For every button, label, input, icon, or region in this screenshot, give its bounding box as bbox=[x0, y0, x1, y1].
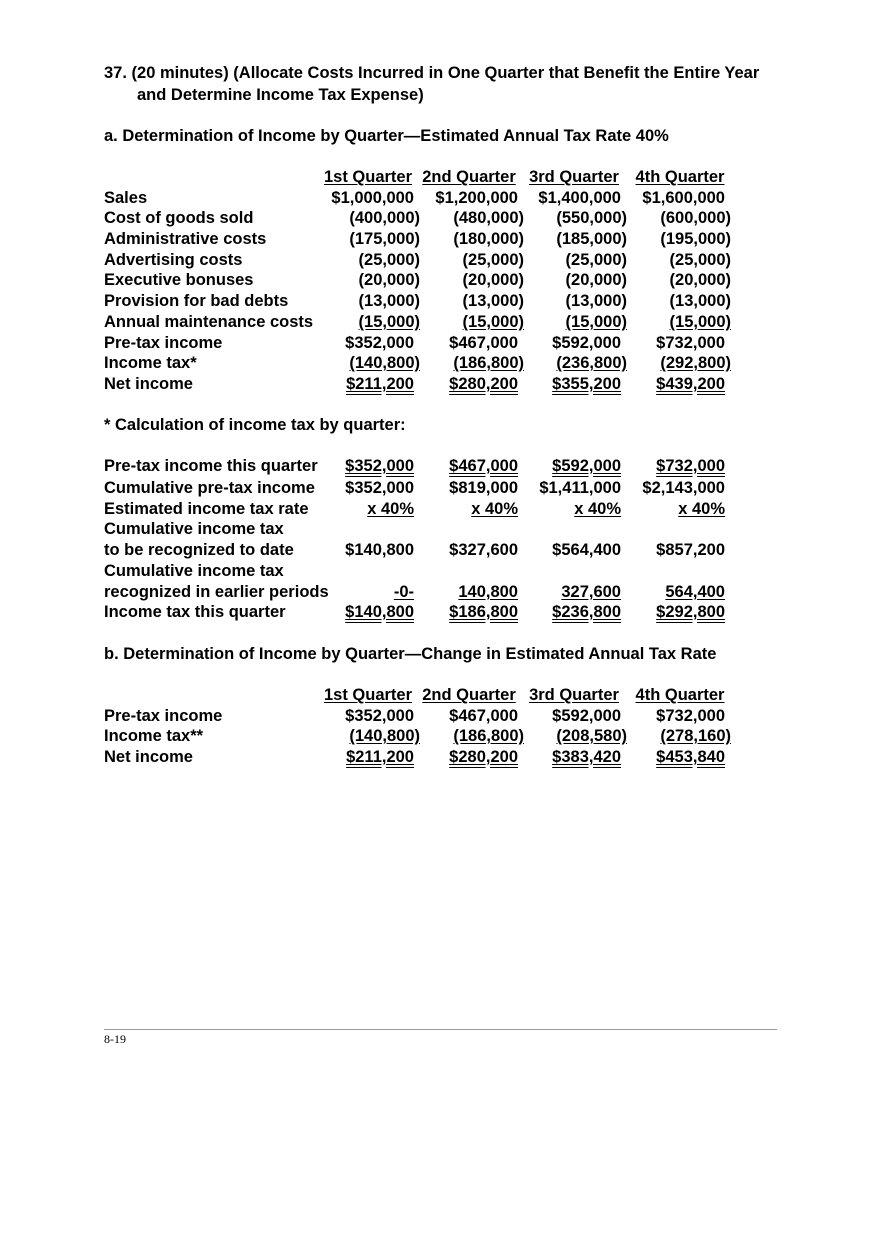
part-a-row bbox=[104, 229, 744, 250]
part-b-cell-q4: $732,000 bbox=[656, 707, 725, 725]
part-a-cell-q4: $1,600,000 bbox=[642, 189, 725, 207]
part-b-header-q4: 4th Quarter bbox=[635, 686, 725, 704]
part-b-cell-q1: $352,000 bbox=[345, 707, 414, 725]
part-b-title: b. Determination of Income by Quarter—Change in Estimated Annual Tax Rate bbox=[104, 645, 717, 663]
calc-cell-q2: $186,800 bbox=[449, 603, 518, 621]
part-b-cell-q1: $211,200 bbox=[346, 748, 414, 766]
part-a-row bbox=[104, 312, 744, 333]
part-a-row-label: Executive bonuses bbox=[104, 271, 254, 289]
calc-row bbox=[104, 456, 744, 477]
part-a-cell-q2: (25,000) bbox=[462, 251, 524, 269]
calc-cell-q1: $352,000 bbox=[345, 479, 414, 497]
part-a-cell-q1: (400,000) bbox=[349, 209, 420, 227]
part-a-cell-q4: (15,000) bbox=[669, 313, 731, 331]
part-a-cell-q3: (15,000) bbox=[565, 313, 627, 331]
calc-row-label: Cumulative pre-tax income bbox=[104, 479, 315, 497]
footer-rule bbox=[104, 1029, 777, 1030]
part-a-cell-q2: $280,200 bbox=[449, 375, 518, 393]
part-a-cell-q3: (236,800) bbox=[556, 354, 627, 372]
part-a-cell-q3: (185,000) bbox=[556, 230, 627, 248]
part-a-cell-q4: (13,000) bbox=[669, 292, 731, 310]
part-a-row-label: Net income bbox=[104, 375, 193, 393]
calc-row bbox=[104, 582, 744, 603]
part-a-cell-q3: (25,000) bbox=[565, 251, 627, 269]
part-a-cell-q1: (25,000) bbox=[358, 251, 420, 269]
part-a-row-label: Sales bbox=[104, 189, 148, 207]
calc-row-label: Pre-tax income this quarter bbox=[104, 457, 318, 475]
part-b-row bbox=[104, 706, 744, 727]
calc-cell-q3: x 40% bbox=[574, 500, 621, 518]
part-a-cell-q1: $352,000 bbox=[345, 334, 414, 352]
part-a-header-q3: 3rd Quarter bbox=[529, 168, 619, 186]
part-a-cell-q2: (15,000) bbox=[462, 313, 524, 331]
part-a-header-q1: 1st Quarter bbox=[323, 168, 413, 186]
calc-cell-q3: $564,400 bbox=[552, 541, 621, 559]
part-a-row bbox=[104, 270, 744, 291]
problem-title-line-1: 37. (20 minutes) (Allocate Costs Incurred in One Quarter that Benefit the Entire Year bbox=[104, 64, 760, 82]
calc-cell-q4: 564,400 bbox=[665, 583, 725, 601]
part-a-header-q2: 2nd Quarter bbox=[422, 168, 516, 186]
part-b-cell-q1: (140,800) bbox=[349, 727, 420, 745]
part-b-row-label: Income tax** bbox=[104, 727, 204, 745]
calc-cell-q2: $467,000 bbox=[449, 457, 518, 475]
part-b-cell-q2: (186,800) bbox=[453, 727, 524, 745]
part-a-cell-q2: (480,000) bbox=[453, 209, 524, 227]
part-b-cell-q2: $280,200 bbox=[449, 748, 518, 766]
part-a-row-label: Administrative costs bbox=[104, 230, 267, 248]
calc-cell-q2: x 40% bbox=[471, 500, 518, 518]
part-a-cell-q2: (180,000) bbox=[453, 230, 524, 248]
part-b-header-q3: 3rd Quarter bbox=[529, 686, 619, 704]
part-a-row-label: Pre-tax income bbox=[104, 334, 223, 352]
part-a-cell-q3: (20,000) bbox=[565, 271, 627, 289]
part-b-row bbox=[104, 747, 744, 768]
part-b-cell-q2: $467,000 bbox=[449, 707, 518, 725]
calc-cell-q3: 327,600 bbox=[561, 583, 621, 601]
part-a-row bbox=[104, 208, 744, 229]
calc-cell-q1: $140,800 bbox=[345, 541, 414, 559]
part-a-row bbox=[104, 353, 744, 374]
calc-row-label: recognized in earlier periods bbox=[104, 583, 329, 601]
calc-row bbox=[104, 499, 744, 520]
part-a-cell-q1: (13,000) bbox=[358, 292, 420, 310]
part-a-cell-q1: $1,000,000 bbox=[331, 189, 414, 207]
part-a-row-label: Income tax* bbox=[104, 354, 197, 372]
calc-cell-q1: -0- bbox=[393, 583, 414, 601]
part-a-cell-q3: $1,400,000 bbox=[538, 189, 621, 207]
calc-cell-q4: $2,143,000 bbox=[642, 479, 725, 497]
calc-cell-q1: $352,000 bbox=[345, 457, 414, 475]
calc-row-label: to be recognized to date bbox=[104, 541, 294, 559]
problem-title-line-2: and Determine Income Tax Expense) bbox=[137, 86, 424, 104]
part-a-row bbox=[104, 333, 744, 354]
calc-cell-q4: $732,000 bbox=[656, 457, 725, 475]
calc-cell-q4: $857,200 bbox=[656, 541, 725, 559]
part-a-header-q4: 4th Quarter bbox=[635, 168, 725, 186]
calc-cell-q2: $819,000 bbox=[449, 479, 518, 497]
part-a-cell-q3: $592,000 bbox=[552, 334, 621, 352]
calc-row bbox=[104, 519, 744, 540]
part-a-cell-q1: $211,200 bbox=[346, 375, 414, 393]
part-a-cell-q4: $732,000 bbox=[656, 334, 725, 352]
part-a-cell-q2: (20,000) bbox=[462, 271, 524, 289]
part-b-row bbox=[104, 726, 744, 747]
calc-cell-q3: $236,800 bbox=[552, 603, 621, 621]
part-a-cell-q3: (13,000) bbox=[565, 292, 627, 310]
part-a-row-label: Advertising costs bbox=[104, 251, 243, 269]
calc-cell-q3: $1,411,000 bbox=[539, 479, 621, 497]
part-a-cell-q2: (186,800) bbox=[453, 354, 524, 372]
calc-row-label: Estimated income tax rate bbox=[104, 500, 309, 518]
calc-row bbox=[104, 561, 744, 582]
part-a-row-label: Cost of goods sold bbox=[104, 209, 254, 227]
part-a-cell-q4: (20,000) bbox=[669, 271, 731, 289]
part-a-cell-q3: (550,000) bbox=[556, 209, 627, 227]
calc-cell-q2: $327,600 bbox=[449, 541, 518, 559]
calc-cell-q3: $592,000 bbox=[552, 457, 621, 475]
part-b-cell-q4: (278,160) bbox=[660, 727, 731, 745]
part-a-row bbox=[104, 374, 744, 395]
calc-row bbox=[104, 478, 744, 499]
part-b-row-label: Net income bbox=[104, 748, 193, 766]
part-a-cell-q2: $467,000 bbox=[449, 334, 518, 352]
part-a-title: a. Determination of Income by Quarter—Estimated Annual Tax Rate 40% bbox=[104, 127, 669, 145]
part-a-row bbox=[104, 291, 744, 312]
calc-cell-q1: x 40% bbox=[367, 500, 414, 518]
part-a-cell-q1: (20,000) bbox=[358, 271, 420, 289]
part-a-cell-q4: (25,000) bbox=[669, 251, 731, 269]
part-a-cell-q4: (195,000) bbox=[660, 230, 731, 248]
part-b-row-label: Pre-tax income bbox=[104, 707, 223, 725]
part-b-cell-q3: $383,420 bbox=[552, 748, 621, 766]
calc-cell-q4: x 40% bbox=[678, 500, 725, 518]
part-b-header-q1: 1st Quarter bbox=[323, 686, 413, 704]
page-number: 8-19 bbox=[104, 1032, 126, 1046]
part-a-cell-q2: (13,000) bbox=[462, 292, 524, 310]
calc-cell-q2: 140,800 bbox=[458, 583, 518, 601]
part-b-header-q2: 2nd Quarter bbox=[422, 686, 516, 704]
calc-title: * Calculation of income tax by quarter: bbox=[104, 416, 406, 434]
part-a-row bbox=[104, 250, 744, 271]
part-a-row bbox=[104, 188, 744, 209]
part-a-cell-q3: $355,200 bbox=[552, 375, 621, 393]
part-a-cell-q2: $1,200,000 bbox=[435, 189, 518, 207]
calc-cell-q4: $292,800 bbox=[656, 603, 725, 621]
part-b-cell-q4: $453,840 bbox=[656, 748, 725, 766]
calc-row-label: Cumulative income tax bbox=[104, 562, 284, 580]
calc-cell-q1: $140,800 bbox=[345, 603, 414, 621]
part-a-row-label: Provision for bad debts bbox=[104, 292, 289, 310]
calc-row-label: Cumulative income tax bbox=[104, 520, 284, 538]
part-b-cell-q3: (208,580) bbox=[556, 727, 627, 745]
part-a-cell-q4: $439,200 bbox=[656, 375, 725, 393]
calc-row-label: Income tax this quarter bbox=[104, 603, 286, 621]
calc-row bbox=[104, 602, 744, 623]
calc-row bbox=[104, 540, 744, 561]
part-a-cell-q1: (15,000) bbox=[358, 313, 420, 331]
part-a-cell-q4: (600,000) bbox=[660, 209, 731, 227]
part-a-cell-q1: (175,000) bbox=[349, 230, 420, 248]
part-a-cell-q4: (292,800) bbox=[660, 354, 731, 372]
part-a-row-label: Annual maintenance costs bbox=[104, 313, 314, 331]
part-b-cell-q3: $592,000 bbox=[552, 707, 621, 725]
part-a-cell-q1: (140,800) bbox=[349, 354, 420, 372]
